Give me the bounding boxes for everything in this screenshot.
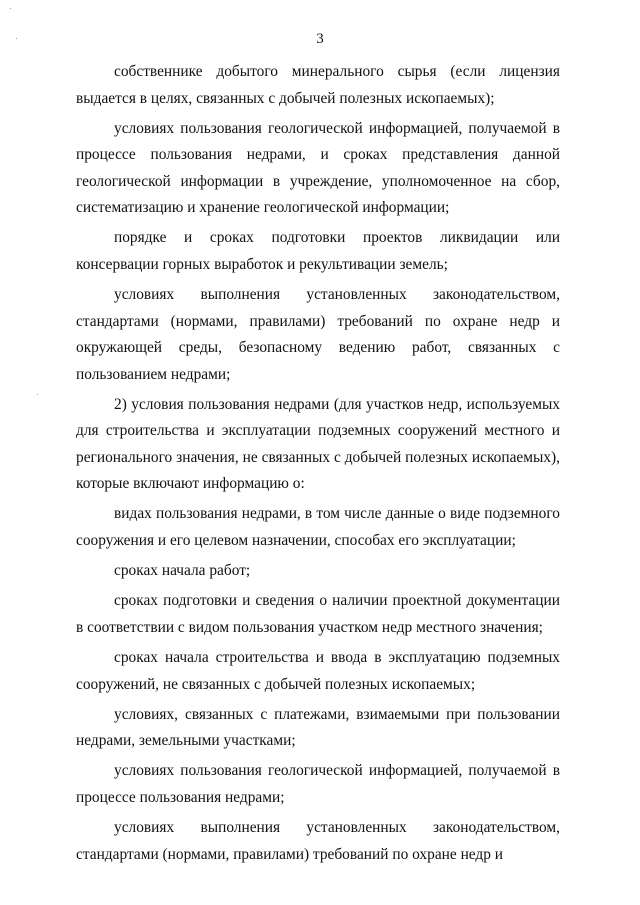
paragraph: 2) условия пользования недрами (для участков недр, используемых для строительства и эксплуатации подземных сооружений местного и регионального значения, не связанных с добычей полезных ископаемых), которые включают информацию о: [76,395,560,493]
scan-speck [37,394,38,395]
paragraph: условиях пользования геологической информацией, получаемой в процессе пользования недрами; [76,762,560,806]
paragraph: сроках начала строительства и ввода в эксплуатацию подземных сооружений, не связанных с добычей полезных ископаемых; [76,649,560,693]
paragraph: условиях, связанных с платежами, взимаемыми при пользовании недрами, земельными участками; [76,705,560,750]
document-body [76,59,560,872]
paragraph: сроках начала работ; [114,562,251,580]
paragraph: условиях пользования геологической информацией, получаемой в процессе пользования недрами, и сроках представления данной геологической информации в учреждение, уполномоченное на сбор, систематизацию и хранение геологической информации; [76,119,560,217]
paragraph: порядке и сроках подготовки проектов ликвидации или консервации горных выработок и рекультивации земель; [76,229,560,273]
scan-speck [10,8,11,9]
page-number: 3 [316,31,324,47]
paragraph: условиях выполнения установленных законодательством, стандартами (нормами, правилами) требований по охране недр и окружающей среды, безопасному ведению работ, связанных с пользованием недрами; [76,286,560,383]
paragraph: условиях выполнения установленных законодательством, стандартами (нормами, правилами) требований по охране недр и [76,819,560,863]
paragraph: видах пользования недрами, в том числе данные о виде подземного сооружения и его целевом назначении, способах его эксплуатации; [76,505,560,549]
scan-speck [16,38,17,39]
paragraph: сроках подготовки и сведения о наличии проектной документации в соответствии с видом пользования участком недр местного значения; [76,592,560,636]
paragraph: собственнике добытого минерального сырья (если лицензия выдается в целях, связанных с добычей полезных ископаемых); [76,63,560,107]
